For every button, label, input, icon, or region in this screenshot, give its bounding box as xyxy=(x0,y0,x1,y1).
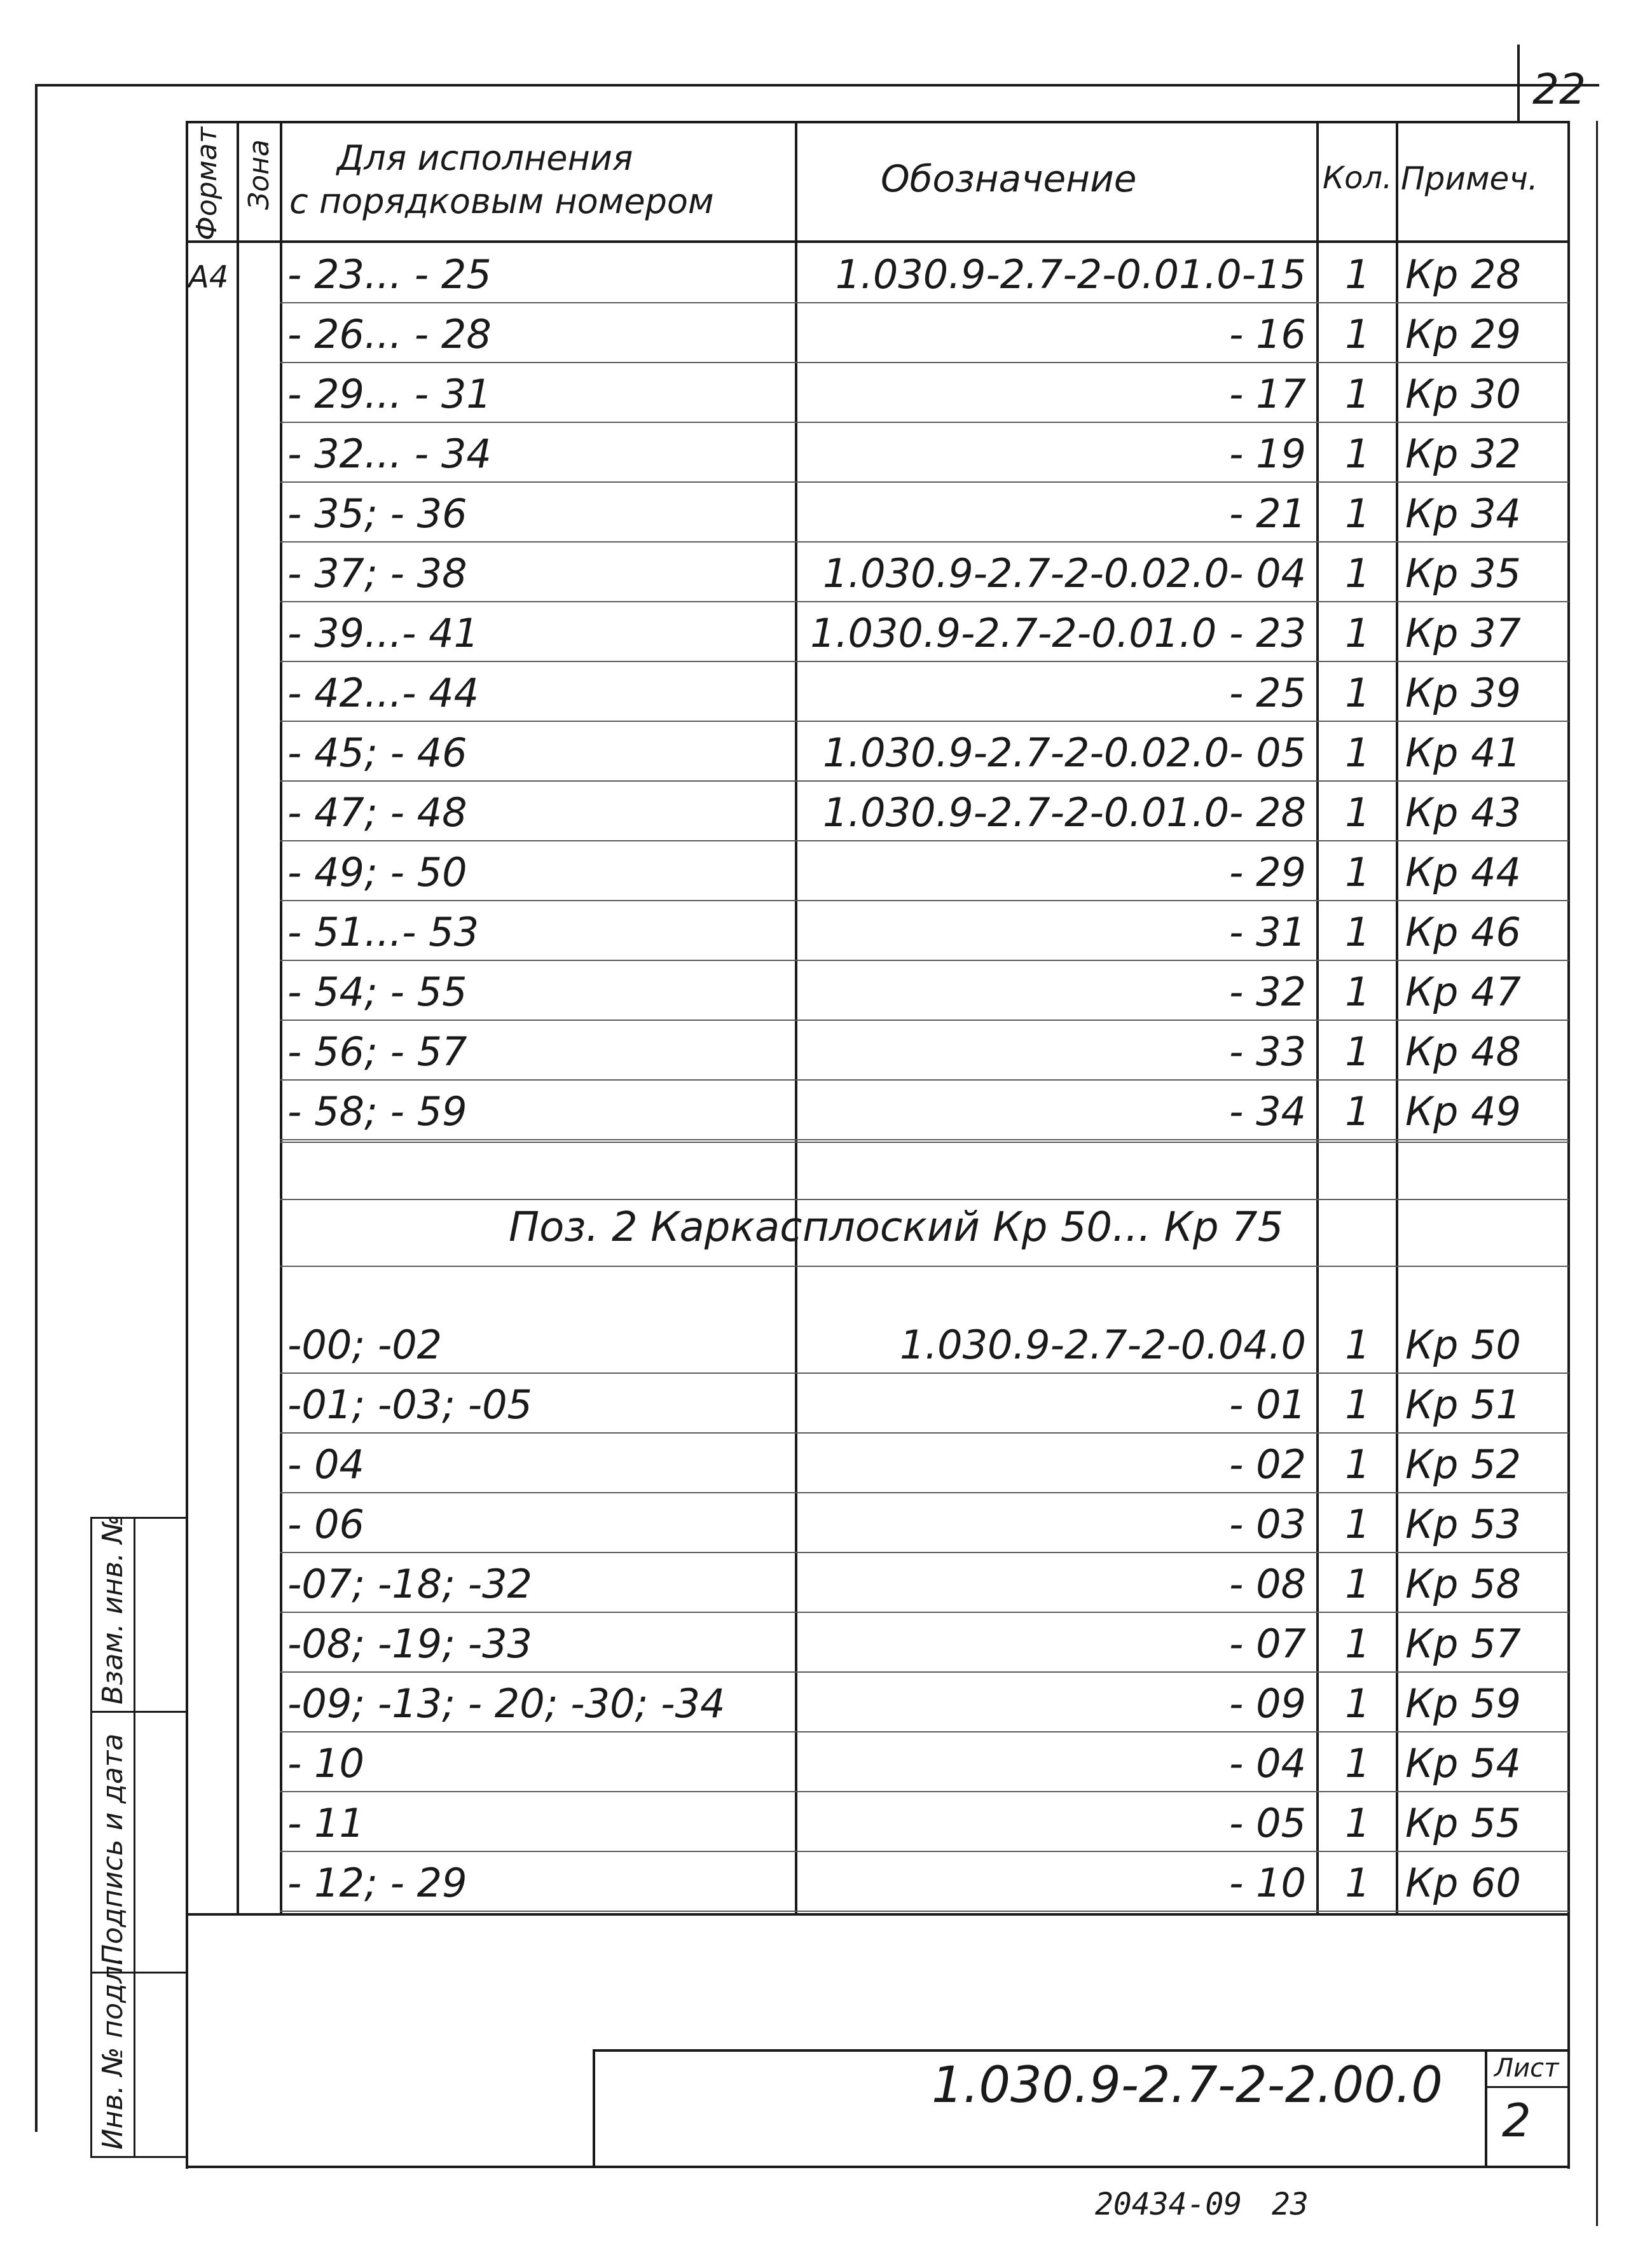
row-exec: - 58; - 59 xyxy=(287,1088,467,1135)
row-exec: - 37; - 38 xyxy=(287,550,467,597)
row-note: Кр 32 xyxy=(1405,431,1521,477)
row-exec: - 10 xyxy=(287,1740,364,1787)
row-note: Кр 49 xyxy=(1405,1088,1521,1135)
row-note: Кр 57 xyxy=(1405,1621,1521,1667)
row-qty: 1 xyxy=(1345,311,1370,357)
row-note: Кр 54 xyxy=(1405,1740,1521,1787)
row-qty: 1 xyxy=(1345,1680,1370,1727)
title-block-left xyxy=(593,2049,595,2167)
row-designation: - 08 xyxy=(1229,1561,1306,1607)
row-qty: 1 xyxy=(1345,1740,1370,1787)
row-exec: - 32... - 34 xyxy=(287,431,492,477)
row-exec: -00; -02 xyxy=(287,1322,443,1368)
col-divider-format xyxy=(237,121,239,1914)
stamp-left-border xyxy=(90,1517,92,2156)
row-exec: - 26... - 28 xyxy=(287,311,492,357)
col-divider-exec xyxy=(795,121,797,1914)
row-note: Кр 28 xyxy=(1405,251,1521,298)
row-separator xyxy=(280,1731,1569,1732)
row-separator xyxy=(280,1199,1569,1200)
title-block-sheet-divider xyxy=(1485,2049,1487,2167)
row-designation: - 05 xyxy=(1229,1800,1306,1846)
row-separator xyxy=(280,1079,1569,1081)
row-separator xyxy=(280,721,1569,722)
row-note: Кр 41 xyxy=(1405,729,1521,776)
row-note: Кр 53 xyxy=(1405,1501,1521,1547)
row-qty: 1 xyxy=(1345,909,1370,955)
row-designation: - 21 xyxy=(1229,490,1306,537)
header-format: Формат xyxy=(191,127,223,240)
header-designation: Обозначение xyxy=(881,157,1137,200)
row-separator xyxy=(280,1851,1569,1852)
row-qty: 1 xyxy=(1345,610,1370,656)
title-block-sheet-line xyxy=(1485,2086,1567,2088)
row-exec: - 56; - 57 xyxy=(287,1028,467,1075)
row-designation: - 34 xyxy=(1229,1088,1306,1135)
col-divider-designation xyxy=(1316,121,1319,1914)
row-separator xyxy=(280,1791,1569,1792)
section-title-right: плоский Кр 50... Кр 75 xyxy=(802,1204,1284,1251)
row-designation: - 17 xyxy=(1229,371,1306,417)
row-designation: 1.030.9-2.7-2-0.01.0-15 xyxy=(835,251,1306,298)
row-designation: - 31 xyxy=(1229,909,1306,955)
row-qty: 1 xyxy=(1345,371,1370,417)
row-exec: - 12; - 29 xyxy=(287,1860,467,1906)
col-divider-zone xyxy=(280,121,282,1914)
row-designation: - 09 xyxy=(1229,1680,1306,1727)
page-number-box-left xyxy=(1517,45,1520,121)
header-exec-line1: Для исполнения xyxy=(337,138,633,178)
sheet-label: Лист xyxy=(1494,2054,1559,2083)
row-exec: - 39...- 41 xyxy=(287,610,479,656)
row-designation: - 29 xyxy=(1229,849,1306,895)
row-exec: - 06 xyxy=(287,1501,364,1547)
row-separator xyxy=(280,1612,1569,1613)
title-block-bottom xyxy=(186,2166,1569,2168)
format-value: А4 xyxy=(188,259,229,295)
row-separator xyxy=(280,780,1569,782)
row-qty: 1 xyxy=(1345,1621,1370,1667)
row-note: Кр 60 xyxy=(1405,1860,1521,1906)
row-exec: - 49; - 50 xyxy=(287,849,467,895)
row-note: Кр 43 xyxy=(1405,789,1521,836)
row-note: Кр 39 xyxy=(1405,670,1521,716)
row-separator xyxy=(280,661,1569,662)
row-separator xyxy=(280,302,1569,303)
row-separator xyxy=(280,960,1569,961)
row-qty: 1 xyxy=(1345,1561,1370,1607)
row-exec: - 11 xyxy=(287,1800,364,1846)
row-designation: 1.030.9-2.7-2-0.02.0- 05 xyxy=(823,729,1306,776)
row-designation: - 33 xyxy=(1229,1028,1306,1075)
row-designation: 1.030.9-2.7-2-0.01.0 - 23 xyxy=(810,610,1306,656)
footer-code: 20434-09 xyxy=(1095,2187,1242,2222)
row-designation: - 01 xyxy=(1229,1381,1306,1428)
row-separator xyxy=(280,1139,1569,1140)
row-note: Кр 29 xyxy=(1405,311,1521,357)
row-note: Кр 52 xyxy=(1405,1441,1521,1488)
row-note: Кр 34 xyxy=(1405,490,1521,537)
row-qty: 1 xyxy=(1345,550,1370,597)
row-designation: 1.030.9-2.7-2-0.02.0- 04 xyxy=(823,550,1306,597)
row-qty: 1 xyxy=(1345,1800,1370,1846)
sheet-number: 2 xyxy=(1502,2094,1531,2147)
row-separator xyxy=(280,900,1569,901)
row-note: Кр 55 xyxy=(1405,1800,1521,1846)
row-exec: -08; -19; -33 xyxy=(287,1621,532,1667)
stamp-bottom-line xyxy=(90,2156,187,2158)
row-note: Кр 30 xyxy=(1405,371,1521,417)
row-note: Кр 37 xyxy=(1405,610,1521,656)
row-separator xyxy=(280,1372,1569,1374)
row-designation: - 02 xyxy=(1229,1441,1306,1488)
row-qty: 1 xyxy=(1345,431,1370,477)
table-right-border xyxy=(1567,121,1570,2169)
row-qty: 1 xyxy=(1345,789,1370,836)
far-right-border xyxy=(1596,121,1598,2226)
row-designation: 1.030.9-2.7-2-0.04.0 xyxy=(899,1322,1306,1368)
header-bottom-line xyxy=(186,240,1569,243)
row-exec: - 04 xyxy=(287,1441,364,1488)
row-designation: - 16 xyxy=(1229,311,1306,357)
row-note: Кр 44 xyxy=(1405,849,1521,895)
row-exec: -07; -18; -32 xyxy=(287,1561,532,1607)
row-designation: - 10 xyxy=(1229,1860,1306,1906)
row-designation: - 03 xyxy=(1229,1501,1306,1547)
page-number: 22 xyxy=(1532,65,1586,114)
row-qty: 1 xyxy=(1345,1028,1370,1075)
side-label-replaces-inv: Взам. инв. № xyxy=(97,1514,129,1704)
row-designation: - 07 xyxy=(1229,1621,1306,1667)
row-note: Кр 47 xyxy=(1405,969,1521,1015)
row-separator xyxy=(280,362,1569,363)
section-title-left: Поз. 2 Каркас xyxy=(509,1204,802,1251)
row-separator xyxy=(280,840,1569,841)
row-qty: 1 xyxy=(1345,1322,1370,1368)
row-separator xyxy=(280,1266,1569,1267)
row-exec: -01; -03; -05 xyxy=(287,1381,532,1428)
row-designation: - 19 xyxy=(1229,431,1306,477)
row-qty: 1 xyxy=(1345,1860,1370,1906)
row-note: Кр 48 xyxy=(1405,1028,1521,1075)
row-separator xyxy=(280,1432,1569,1434)
row-designation: - 04 xyxy=(1229,1740,1306,1787)
row-designation: - 32 xyxy=(1229,969,1306,1015)
side-label-inv-orig: Инв. № подл. xyxy=(97,1956,129,2150)
row-designation: - 25 xyxy=(1229,670,1306,716)
row-designation: 1.030.9-2.7-2-0.01.0- 28 xyxy=(823,789,1306,836)
row-separator xyxy=(280,1552,1569,1553)
row-exec: - 45; - 46 xyxy=(287,729,467,776)
header-note: Примеч. xyxy=(1401,160,1538,197)
stamp-mid-border xyxy=(134,1517,135,2156)
row-exec: - 51...- 53 xyxy=(287,909,479,955)
row-separator xyxy=(280,1492,1569,1493)
row-exec: - 47; - 48 xyxy=(287,789,467,836)
row-qty: 1 xyxy=(1345,849,1370,895)
row-separator xyxy=(280,422,1569,423)
row-exec: - 35; - 36 xyxy=(287,490,467,537)
top-border xyxy=(35,84,1599,86)
row-separator xyxy=(280,1911,1569,1912)
row-note: Кр 58 xyxy=(1405,1561,1521,1607)
row-exec: - 23... - 25 xyxy=(287,251,492,298)
row-qty: 1 xyxy=(1345,729,1370,776)
row-exec: - 29... - 31 xyxy=(287,371,492,417)
row-qty: 1 xyxy=(1345,1088,1370,1135)
row-exec: - 42...- 44 xyxy=(287,670,479,716)
side-label-signature-date: Подпись и дата xyxy=(97,1733,129,1965)
row-qty: 1 xyxy=(1345,490,1370,537)
header-exec-line2: с порядковым номером xyxy=(289,181,714,221)
row-note: Кр 59 xyxy=(1405,1680,1521,1727)
col-divider-qty xyxy=(1396,121,1398,1914)
row-separator xyxy=(280,481,1569,483)
row-qty: 1 xyxy=(1345,1441,1370,1488)
row-separator xyxy=(280,1671,1569,1673)
row-separator xyxy=(280,1142,1569,1143)
row-qty: 1 xyxy=(1345,969,1370,1015)
row-exec: - 54; - 55 xyxy=(287,969,467,1015)
outer-left-border xyxy=(35,84,38,2132)
row-separator xyxy=(280,541,1569,543)
footer-page: 23 xyxy=(1272,2187,1309,2222)
header-top-line xyxy=(186,121,1569,123)
table-left-border xyxy=(186,121,188,2169)
row-qty: 1 xyxy=(1345,251,1370,298)
row-qty: 1 xyxy=(1345,1381,1370,1428)
row-note: Кр 35 xyxy=(1405,550,1521,597)
document-code: 1.030.9-2.7-2-2.00.0 xyxy=(932,2057,1443,2114)
row-separator xyxy=(280,601,1569,602)
stamp-line-2 xyxy=(90,1711,187,1713)
header-zone: Зона xyxy=(243,139,275,210)
table-bottom-line xyxy=(186,1913,1569,1916)
row-note: Кр 46 xyxy=(1405,909,1521,955)
row-separator xyxy=(280,1020,1569,1021)
row-note: Кр 51 xyxy=(1405,1381,1521,1428)
row-note: Кр 50 xyxy=(1405,1322,1521,1368)
row-exec: -09; -13; - 20; -30; -34 xyxy=(287,1680,726,1727)
row-qty: 1 xyxy=(1345,670,1370,716)
row-qty: 1 xyxy=(1345,1501,1370,1547)
header-qty: Кол. xyxy=(1323,160,1393,196)
title-block-top xyxy=(593,2049,1569,2052)
